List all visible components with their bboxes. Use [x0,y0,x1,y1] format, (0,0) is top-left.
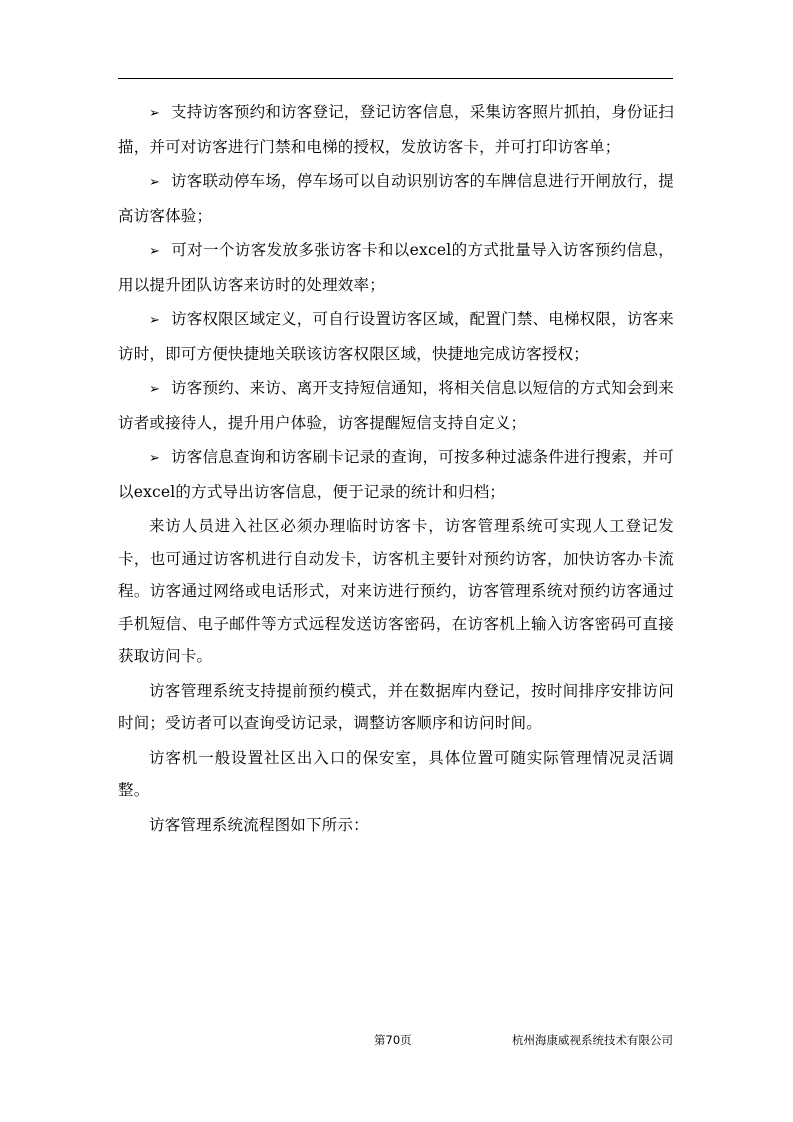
body-paragraph: 访客管理系统支持提前预约模式，并在数据库内登记，按时间排序安排访问时间；受访者可以查询受访记录，调整访客顺序和访问时间。 [118,681,674,732]
bullet-item [118,234,674,301]
bullet-text: 访客权限区域定义，可自行设置访客区域，配置门禁、电梯权限，访客来访时，即可方便快捷地关联该访客权限区域，快捷地完成访客授权； [118,310,674,363]
page-number: 第70页 [374,1033,412,1047]
page-footer [0,1032,793,1052]
bullet-text: 支持访客预约和访客登记，登记访客信息，采集访客照片抓拍，身份证扫描，并可对访客进行门禁和电梯的授权，发放访客卡，并可打印访客单； [118,103,674,156]
bullet-text: 可对一个访客发放多张访客卡和以excel的方式批量导入访客预约信息，用以提升团队访客来访时的处理效率； [118,241,674,294]
company-name: 杭州海康威视系统技术有限公司 [512,1033,673,1047]
body-paragraph: 访客机一般设置社区出入口的保安室，具体位置可随实际管理情况灵活调整。 [118,748,674,799]
body-paragraph: 来访人员进入社区必须办理临时访客卡，访客管理系统可实现人工登记发卡，也可通过访客机进行自动发卡，访客机主要针对预约访客，加快访客办卡流程。访客通过网络或电话形式，对来访进行预约，访客管理系统对预约访客通过手机短信、电子邮件等方式远程发送访客密码，在访客机上输入访客密码可直接获取访问卡。 [118,517,674,665]
bullet-item [118,96,674,163]
bullet-item [118,372,674,439]
bullet-text: 访客联动停车场，停车场可以自动识别访客的车牌信息进行开闸放行，提高访客体验； [118,172,674,225]
arrow-bullet-icon: ➢ [149,106,161,121]
arrow-bullet-icon: ➢ [149,175,161,190]
arrow-bullet-icon: ➢ [149,313,161,328]
arrow-bullet-icon: ➢ [149,451,161,466]
header-rule [118,78,673,79]
bullet-text: 访客信息查询和访客刷卡记录的查询，可按多种过滤条件进行搜索，并可以excel的方式导出访客信息，便于记录的统计和归档； [118,448,674,501]
bullet-text: 访客预约、来访、离开支持短信通知，将相关信息以短信的方式知会到来访者或接待人，提升用户体验，访客提醒短信支持自定义； [118,379,674,432]
bullet-item [118,303,674,370]
bullet-item [118,165,674,232]
bullet-item [118,441,674,508]
body-paragraph: 访客管理系统流程图如下所示： [149,815,369,834]
arrow-bullet-icon: ➢ [149,244,161,259]
document-body [118,96,674,843]
arrow-bullet-icon: ➢ [149,382,161,397]
